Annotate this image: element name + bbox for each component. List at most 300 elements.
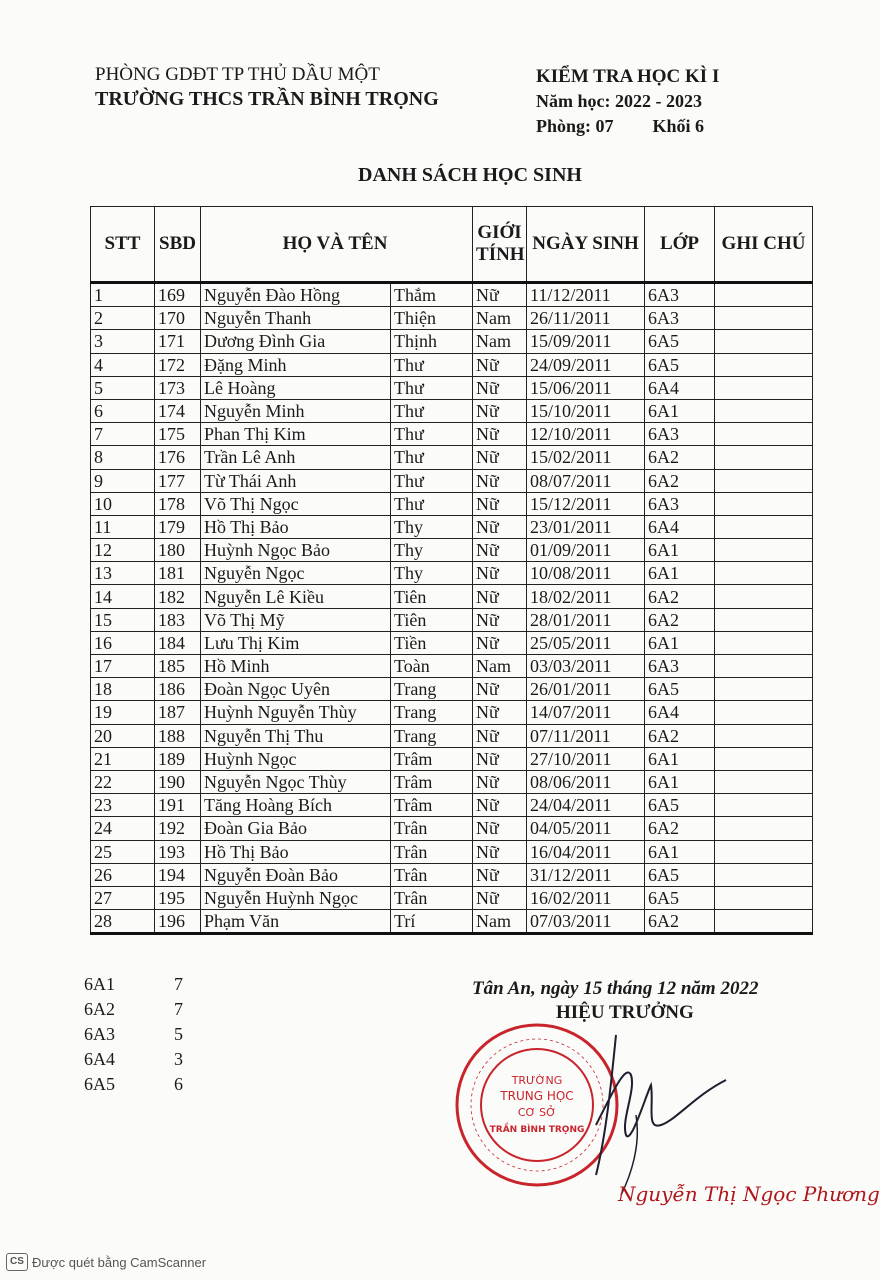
cell-gender: Nam <box>473 910 527 934</box>
cell-surname-given: Đặng Minh <box>201 353 391 376</box>
class-summary <box>84 972 204 1097</box>
cell-note <box>715 886 813 909</box>
cell-class: 6A3 <box>645 492 715 515</box>
cell-gender: Nữ <box>473 794 527 817</box>
cell-gender: Nữ <box>473 283 527 307</box>
summary-row <box>84 1022 204 1047</box>
table-row <box>91 283 813 307</box>
cell-first-name: Toàn <box>391 655 473 678</box>
cell-class: 6A5 <box>645 678 715 701</box>
cell-sbd: 195 <box>155 886 201 909</box>
cell-note <box>715 794 813 817</box>
cell-surname-given: Nguyễn Minh <box>201 399 391 422</box>
cell-class: 6A1 <box>645 770 715 793</box>
cell-surname-given: Nguyễn Huỳnh Ngọc <box>201 886 391 909</box>
table-row <box>91 770 813 793</box>
summary-row <box>84 1072 204 1097</box>
cell-sbd: 182 <box>155 585 201 608</box>
cell-stt: 19 <box>91 701 155 724</box>
cell-class: 6A2 <box>645 446 715 469</box>
cell-sbd: 178 <box>155 492 201 515</box>
summary-count: 7 <box>174 974 183 994</box>
svg-text:TRƯỜNG: TRƯỜNG <box>511 1074 563 1087</box>
cell-stt: 23 <box>91 794 155 817</box>
cell-dob: 27/10/2011 <box>527 747 645 770</box>
cell-surname-given: Phan Thị Kim <box>201 423 391 446</box>
cell-sbd: 194 <box>155 863 201 886</box>
cell-note <box>715 423 813 446</box>
table-row <box>91 330 813 353</box>
cell-note <box>715 515 813 538</box>
table-row <box>91 446 813 469</box>
cell-stt: 21 <box>91 747 155 770</box>
exam-title: KIỂM TRA HỌC KÌ I <box>536 66 720 87</box>
cell-first-name: Trang <box>391 724 473 747</box>
cell-sbd: 181 <box>155 562 201 585</box>
cell-note <box>715 376 813 399</box>
cell-stt: 22 <box>91 770 155 793</box>
cell-sbd: 184 <box>155 631 201 654</box>
cell-class: 6A2 <box>645 469 715 492</box>
cell-surname-given: Lê Hoàng <box>201 376 391 399</box>
cell-dob: 16/04/2011 <box>527 840 645 863</box>
svg-text:CƠ SỞ: CƠ SỞ <box>517 1106 557 1119</box>
cell-dob: 16/02/2011 <box>527 886 645 909</box>
cell-stt: 3 <box>91 330 155 353</box>
cell-gender: Nữ <box>473 423 527 446</box>
cell-sbd: 190 <box>155 770 201 793</box>
cell-class: 6A2 <box>645 817 715 840</box>
cell-note <box>715 585 813 608</box>
header-stt: STT <box>91 207 155 283</box>
signer-name: Nguyễn Thị Ngọc Phương <box>618 1182 880 1206</box>
cell-gender: Nữ <box>473 539 527 562</box>
table-row <box>91 840 813 863</box>
cell-first-name: Thy <box>391 539 473 562</box>
cell-sbd: 176 <box>155 446 201 469</box>
cell-note <box>715 353 813 376</box>
cell-note <box>715 492 813 515</box>
cell-class: 6A2 <box>645 910 715 934</box>
cell-stt: 17 <box>91 655 155 678</box>
cell-surname-given: Trần Lê Anh <box>201 446 391 469</box>
cell-sbd: 183 <box>155 608 201 631</box>
summary-count: 5 <box>174 1024 183 1044</box>
cell-dob: 31/12/2011 <box>527 863 645 886</box>
cell-gender: Nữ <box>473 376 527 399</box>
cell-class: 6A1 <box>645 399 715 422</box>
cell-class: 6A1 <box>645 562 715 585</box>
summary-row <box>84 1047 204 1072</box>
cell-gender: Nữ <box>473 631 527 654</box>
cell-first-name: Thịnh <box>391 330 473 353</box>
cell-dob: 24/09/2011 <box>527 353 645 376</box>
cell-class: 6A1 <box>645 840 715 863</box>
cell-first-name: Thy <box>391 515 473 538</box>
cell-surname-given: Dương Đình Gia <box>201 330 391 353</box>
summary-row <box>84 997 204 1022</box>
room-number: Phòng: 07 <box>536 116 614 136</box>
cell-dob: 23/01/2011 <box>527 515 645 538</box>
cell-sbd: 173 <box>155 376 201 399</box>
cell-note <box>715 747 813 770</box>
cell-sbd: 188 <box>155 724 201 747</box>
cell-class: 6A1 <box>645 747 715 770</box>
table-row <box>91 608 813 631</box>
cell-stt: 14 <box>91 585 155 608</box>
cell-surname-given: Hồ Thị Bảo <box>201 840 391 863</box>
cell-gender: Nữ <box>473 585 527 608</box>
cell-stt: 24 <box>91 817 155 840</box>
svg-text:TRẦN BÌNH TRỌNG: TRẦN BÌNH TRỌNG <box>489 1125 585 1135</box>
scanner-text: Được quét bằng CamScanner <box>32 1254 207 1270</box>
cell-first-name: Tiên <box>391 608 473 631</box>
cell-gender: Nữ <box>473 770 527 793</box>
cell-first-name: Trâm <box>391 770 473 793</box>
place-date: Tân An, ngày 15 tháng 12 năm 2022 <box>472 978 759 999</box>
cell-dob: 25/05/2011 <box>527 631 645 654</box>
school-header <box>95 62 439 112</box>
header-sbd: SBD <box>155 207 201 283</box>
table-row <box>91 655 813 678</box>
cell-class: 6A4 <box>645 515 715 538</box>
cell-surname-given: Hồ Thị Bảo <box>201 515 391 538</box>
cell-surname-given: Nguyễn Đoàn Bảo <box>201 863 391 886</box>
cell-gender: Nam <box>473 655 527 678</box>
cell-first-name: Thư <box>391 376 473 399</box>
cell-sbd: 180 <box>155 539 201 562</box>
cell-first-name: Trâm <box>391 794 473 817</box>
cell-sbd: 172 <box>155 353 201 376</box>
cell-surname-given: Lưu Thị Kim <box>201 631 391 654</box>
cell-stt: 1 <box>91 283 155 307</box>
cell-sbd: 187 <box>155 701 201 724</box>
cell-surname-given: Đoàn Ngọc Uyên <box>201 678 391 701</box>
cell-first-name: Tiền <box>391 631 473 654</box>
cell-gender: Nữ <box>473 399 527 422</box>
header-gender-line1: GIỚI <box>477 222 522 243</box>
cell-dob: 15/12/2011 <box>527 492 645 515</box>
table-row <box>91 562 813 585</box>
table-row <box>91 469 813 492</box>
table-body <box>91 283 813 934</box>
cell-sbd: 191 <box>155 794 201 817</box>
cell-surname-given: Huỳnh Nguyễn Thùy <box>201 701 391 724</box>
cell-dob: 24/04/2011 <box>527 794 645 817</box>
cell-dob: 01/09/2011 <box>527 539 645 562</box>
cell-gender: Nữ <box>473 863 527 886</box>
summary-row <box>84 972 204 997</box>
cell-dob: 15/06/2011 <box>527 376 645 399</box>
cell-stt: 11 <box>91 515 155 538</box>
cell-note <box>715 608 813 631</box>
cell-first-name: Thư <box>391 423 473 446</box>
summary-class: 6A3 <box>84 1024 115 1044</box>
table-row <box>91 747 813 770</box>
cell-surname-given: Hồ Minh <box>201 655 391 678</box>
summary-count: 3 <box>174 1049 183 1069</box>
grade-level: Khối 6 <box>652 116 705 136</box>
cell-sbd: 193 <box>155 840 201 863</box>
cell-first-name: Trân <box>391 840 473 863</box>
header-gender <box>473 207 527 283</box>
cell-gender: Nữ <box>473 469 527 492</box>
cell-stt: 10 <box>91 492 155 515</box>
scanner-watermark <box>6 1253 206 1271</box>
cell-sbd: 179 <box>155 515 201 538</box>
document-title: DANH SÁCH HỌC SINH <box>358 164 582 186</box>
student-roster-table <box>90 206 813 935</box>
cell-gender: Nữ <box>473 608 527 631</box>
cell-note <box>715 330 813 353</box>
cell-gender: Nữ <box>473 886 527 909</box>
cell-surname-given: Tăng Hoàng Bích <box>201 794 391 817</box>
svg-text:TRUNG HỌC: TRUNG HỌC <box>500 1089 574 1103</box>
department-name: PHÒNG GDĐT TP THỦ DẦU MỘT <box>95 64 380 85</box>
cell-class: 6A2 <box>645 608 715 631</box>
cell-first-name: Trân <box>391 817 473 840</box>
header-gender-line2: TÍNH <box>476 244 525 265</box>
cell-dob: 26/11/2011 <box>527 307 645 330</box>
cell-class: 6A3 <box>645 423 715 446</box>
cell-surname-given: Nguyễn Ngọc <box>201 562 391 585</box>
cell-stt: 26 <box>91 863 155 886</box>
table-row <box>91 515 813 538</box>
cell-sbd: 171 <box>155 330 201 353</box>
cell-dob: 07/03/2011 <box>527 910 645 934</box>
cell-dob: 07/11/2011 <box>527 724 645 747</box>
cell-class: 6A2 <box>645 585 715 608</box>
cell-class: 6A3 <box>645 655 715 678</box>
summary-count: 7 <box>174 999 183 1019</box>
cell-dob: 28/01/2011 <box>527 608 645 631</box>
cell-gender: Nam <box>473 307 527 330</box>
cell-gender: Nữ <box>473 817 527 840</box>
header-class: LỚP <box>645 207 715 283</box>
cell-note <box>715 863 813 886</box>
cell-sbd: 177 <box>155 469 201 492</box>
cell-surname-given: Huỳnh Ngọc Bảo <box>201 539 391 562</box>
cell-note <box>715 631 813 654</box>
camscanner-icon: CS <box>6 1253 28 1271</box>
cell-note <box>715 678 813 701</box>
cell-surname-given: Nguyễn Thanh <box>201 307 391 330</box>
header-note: GHI CHÚ <box>715 207 813 283</box>
cell-surname-given: Võ Thị Mỹ <box>201 608 391 631</box>
cell-stt: 27 <box>91 886 155 909</box>
cell-dob: 10/08/2011 <box>527 562 645 585</box>
cell-note <box>715 910 813 934</box>
cell-stt: 4 <box>91 353 155 376</box>
cell-first-name: Trí <box>391 910 473 934</box>
cell-sbd: 175 <box>155 423 201 446</box>
cell-surname-given: Nguyễn Ngọc Thùy <box>201 770 391 793</box>
cell-class: 6A3 <box>645 307 715 330</box>
cell-stt: 16 <box>91 631 155 654</box>
cell-stt: 28 <box>91 910 155 934</box>
cell-sbd: 186 <box>155 678 201 701</box>
cell-sbd: 192 <box>155 817 201 840</box>
cell-class: 6A5 <box>645 330 715 353</box>
cell-first-name: Trang <box>391 701 473 724</box>
cell-gender: Nữ <box>473 678 527 701</box>
exam-header <box>536 64 719 139</box>
cell-dob: 15/10/2011 <box>527 399 645 422</box>
cell-sbd: 170 <box>155 307 201 330</box>
table-row <box>91 817 813 840</box>
cell-dob: 15/09/2011 <box>527 330 645 353</box>
cell-dob: 03/03/2011 <box>527 655 645 678</box>
cell-first-name: Thư <box>391 492 473 515</box>
cell-class: 6A5 <box>645 886 715 909</box>
cell-surname-given: Huỳnh Ngọc <box>201 747 391 770</box>
cell-stt: 13 <box>91 562 155 585</box>
principal-title: HIỆU TRƯỞNG <box>556 1002 694 1023</box>
cell-class: 6A2 <box>645 724 715 747</box>
cell-dob: 18/02/2011 <box>527 585 645 608</box>
cell-note <box>715 539 813 562</box>
cell-note <box>715 817 813 840</box>
cell-dob: 15/02/2011 <box>527 446 645 469</box>
cell-gender: Nữ <box>473 562 527 585</box>
summary-class: 6A1 <box>84 974 115 994</box>
table-row <box>91 794 813 817</box>
cell-note <box>715 770 813 793</box>
summary-class: 6A4 <box>84 1049 115 1069</box>
cell-surname-given: Võ Thị Ngọc <box>201 492 391 515</box>
cell-gender: Nữ <box>473 701 527 724</box>
cell-note <box>715 562 813 585</box>
cell-sbd: 196 <box>155 910 201 934</box>
cell-first-name: Tiên <box>391 585 473 608</box>
cell-stt: 12 <box>91 539 155 562</box>
cell-class: 6A5 <box>645 353 715 376</box>
school-year: Năm học: 2022 - 2023 <box>536 91 702 111</box>
cell-stt: 6 <box>91 399 155 422</box>
cell-dob: 12/10/2011 <box>527 423 645 446</box>
cell-stt: 18 <box>91 678 155 701</box>
cell-note <box>715 283 813 307</box>
cell-note <box>715 701 813 724</box>
cell-class: 6A1 <box>645 631 715 654</box>
cell-note <box>715 446 813 469</box>
cell-surname-given: Phạm Văn <box>201 910 391 934</box>
cell-stt: 8 <box>91 446 155 469</box>
table-row <box>91 863 813 886</box>
cell-surname-given: Đoàn Gia Bảo <box>201 817 391 840</box>
cell-gender: Nữ <box>473 515 527 538</box>
cell-note <box>715 469 813 492</box>
cell-sbd: 185 <box>155 655 201 678</box>
cell-dob: 08/06/2011 <box>527 770 645 793</box>
cell-gender: Nữ <box>473 353 527 376</box>
cell-first-name: Thư <box>391 399 473 422</box>
table-row <box>91 492 813 515</box>
cell-stt: 5 <box>91 376 155 399</box>
cell-surname-given: Nguyễn Thị Thu <box>201 724 391 747</box>
table-row <box>91 886 813 909</box>
table-row <box>91 423 813 446</box>
cell-class: 6A3 <box>645 283 715 307</box>
cell-first-name: Trang <box>391 678 473 701</box>
cell-gender: Nữ <box>473 724 527 747</box>
table-row <box>91 539 813 562</box>
cell-first-name: Thy <box>391 562 473 585</box>
table-row <box>91 376 813 399</box>
cell-dob: 14/07/2011 <box>527 701 645 724</box>
cell-first-name: Trâm <box>391 747 473 770</box>
table-row <box>91 585 813 608</box>
summary-class: 6A2 <box>84 999 115 1019</box>
cell-first-name: Trân <box>391 863 473 886</box>
cell-note <box>715 840 813 863</box>
cell-note <box>715 655 813 678</box>
table-row <box>91 353 813 376</box>
table-row <box>91 724 813 747</box>
table-header-row <box>91 207 813 283</box>
cell-class: 6A5 <box>645 863 715 886</box>
header-name: HỌ VÀ TÊN <box>201 207 473 283</box>
cell-first-name: Thư <box>391 446 473 469</box>
table-row <box>91 399 813 422</box>
cell-first-name: Thiện <box>391 307 473 330</box>
cell-surname-given: Nguyễn Lê Kiều <box>201 585 391 608</box>
cell-class: 6A4 <box>645 701 715 724</box>
cell-note <box>715 399 813 422</box>
cell-surname-given: Nguyễn Đào Hồng <box>201 283 391 307</box>
cell-class: 6A5 <box>645 794 715 817</box>
cell-first-name: Trân <box>391 886 473 909</box>
cell-stt: 20 <box>91 724 155 747</box>
cell-dob: 26/01/2011 <box>527 678 645 701</box>
cell-surname-given: Từ Thái Anh <box>201 469 391 492</box>
cell-stt: 7 <box>91 423 155 446</box>
cell-stt: 9 <box>91 469 155 492</box>
cell-dob: 04/05/2011 <box>527 817 645 840</box>
cell-note <box>715 724 813 747</box>
cell-gender: Nam <box>473 330 527 353</box>
cell-gender: Nữ <box>473 840 527 863</box>
cell-stt: 15 <box>91 608 155 631</box>
cell-sbd: 169 <box>155 283 201 307</box>
cell-sbd: 189 <box>155 747 201 770</box>
table-row <box>91 910 813 934</box>
cell-note <box>715 307 813 330</box>
table-row <box>91 678 813 701</box>
cell-class: 6A1 <box>645 539 715 562</box>
cell-dob: 11/12/2011 <box>527 283 645 307</box>
header-dob: NGÀY SINH <box>527 207 645 283</box>
table-row <box>91 631 813 654</box>
cell-stt: 25 <box>91 840 155 863</box>
cell-gender: Nữ <box>473 492 527 515</box>
table-row <box>91 307 813 330</box>
cell-sbd: 174 <box>155 399 201 422</box>
school-name: TRƯỜNG THCS TRẦN BÌNH TRỌNG <box>95 88 439 110</box>
summary-class: 6A5 <box>84 1074 115 1094</box>
cell-gender: Nữ <box>473 446 527 469</box>
room-grade <box>536 114 719 139</box>
cell-first-name: Thư <box>391 353 473 376</box>
table-row <box>91 701 813 724</box>
cell-class: 6A4 <box>645 376 715 399</box>
cell-dob: 08/07/2011 <box>527 469 645 492</box>
cell-stt: 2 <box>91 307 155 330</box>
cell-first-name: Thắm <box>391 283 473 307</box>
summary-count: 6 <box>174 1074 183 1094</box>
cell-first-name: Thư <box>391 469 473 492</box>
cell-gender: Nữ <box>473 747 527 770</box>
